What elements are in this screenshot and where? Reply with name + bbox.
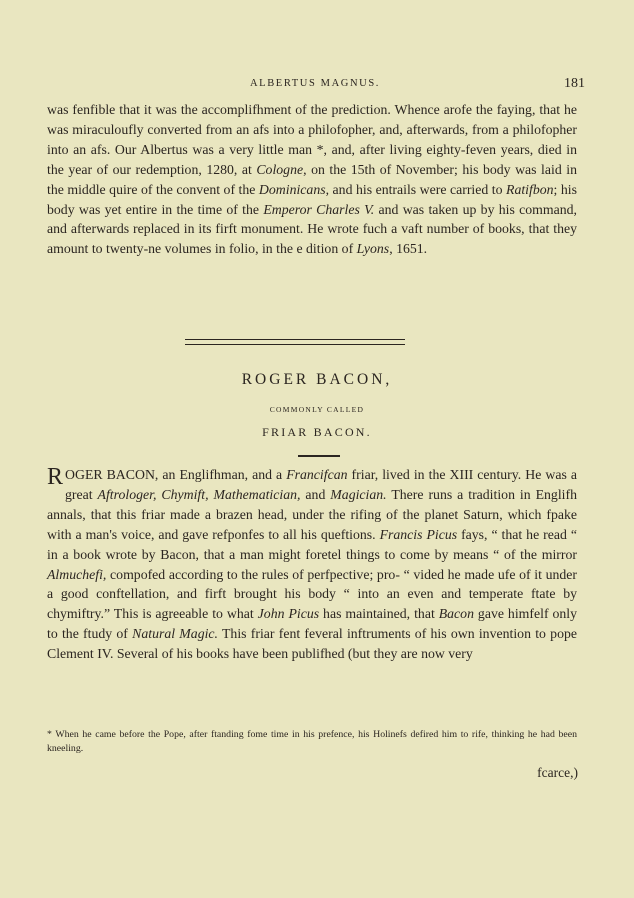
albertus-text-4: ; his body was yet entire in the time of the	[47, 181, 577, 217]
francis-picus: Francis Picus	[379, 526, 458, 542]
occupations: Aftrologer, Chymift, Mathematician,	[97, 486, 301, 502]
bacon-name: Bacon	[438, 606, 474, 622]
albertus-text-2: , on the 15th of November; his body was laid in the middle quire of the convent of the	[47, 161, 577, 197]
bacon-text-8: gave himfelf only to the ftudy of	[47, 606, 578, 642]
catchword: fcarce,)	[537, 765, 578, 780]
albertus-text-3: , and his entrails were carried to	[325, 181, 507, 197]
bacon-text-3: and	[300, 486, 331, 502]
section-subtitle: COMMONLY CALLED	[269, 405, 365, 414]
heading-underline-rule	[298, 455, 340, 457]
bacon-text-5: fays, “ that he read “ in a book wrote by Bacon, that a man might foretel things to come by means “ of the mirror	[47, 526, 577, 562]
place-ratisbon: Ratifbon	[506, 181, 554, 197]
albertus-paragraph	[47, 100, 577, 259]
bacon-text-4: There runs a tradition in Englifh annals, that this friar made a brazen head, under the rifing of the planet Saturn, which fpake with a man's voice, and gave refponfes to all his queftions.	[47, 486, 577, 542]
magician: Magician.	[330, 486, 387, 502]
bacon-text-1: OGER BACON, an Englifhman, and a	[65, 467, 287, 482]
bacon-text-9: This friar fent feveral inftruments of his own invention to pope Clement IV. Several of his books have been publifhed (but they are now very	[47, 626, 577, 662]
section-alt-name: FRIAR BACON.	[262, 425, 372, 439]
bacon-paragraph	[47, 465, 577, 664]
running-head: ALBERTUS MAGNUS.	[250, 78, 380, 89]
page-header	[45, 76, 585, 96]
albertus-text-1: was fenfible that it was the accomplifhment of the prediction. Whence arofe the faying, that he was miraculoufly converted from an afs into a philofopher, and, afterwards, from a philofopher into an afs. Our Albertus was a very little man *, and, after living eighty-feven years, died in the year of our redemption, 1280, at	[47, 102, 577, 177]
bacon-text-7: has maintained, that	[319, 606, 439, 622]
place-cologne: Cologne	[256, 161, 304, 177]
section-title: ROGER BACON,	[241, 371, 393, 388]
footnote: * When he came before the Pope, after ftanding fome time in his prefence, his Holinefs defired him to rife, thinking he had been kneeling.	[47, 729, 577, 754]
albertus-text-5: and was taken up by his command, and afterwards replaced in its firft monument. He wrote fuch a vaft number of books, that they amount to twenty-ne volumes in folio, in the e dition of	[47, 201, 577, 257]
section-divider-rule	[185, 339, 405, 345]
order-dominicans: Dominicans	[258, 181, 326, 197]
page-number: 181	[564, 76, 585, 91]
place-lyons: Lyons	[356, 241, 390, 257]
franciscan: Francifcan	[286, 467, 348, 482]
bacon-text-2: friar, lived in the XIII century. He was a great	[65, 467, 577, 502]
albertus-text-6: , 1651.	[389, 241, 428, 257]
drop-cap: R	[47, 464, 64, 490]
emperor-charles: Emperor Charles V.	[263, 201, 375, 217]
bacon-text-6: compofed according to the rules of perfpective; pro- “ vided he made ufe of it under a good conftellation, and firft brought his body “ into an even and temperate ftate by chymiftry.” This is agreeable to what	[47, 566, 577, 622]
natural-magic: Natural Magic.	[132, 626, 219, 642]
almuchesi: Almuchefi,	[47, 566, 107, 582]
john-picus: John Picus	[257, 606, 320, 622]
